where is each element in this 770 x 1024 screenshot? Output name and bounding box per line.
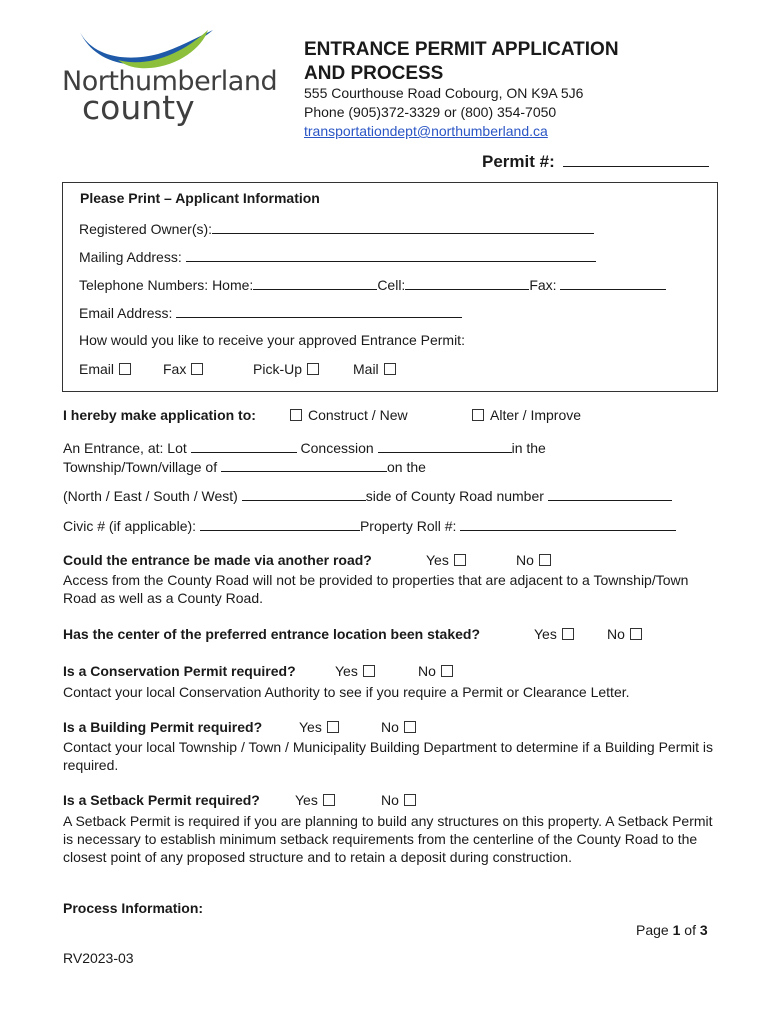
- email-line[interactable]: [176, 303, 462, 318]
- tel-home-line[interactable]: [253, 275, 377, 290]
- checkbox[interactable]: [454, 554, 466, 566]
- q3-yes[interactable]: Yes: [335, 663, 375, 679]
- on-the-label: on the: [386, 459, 426, 475]
- permit-number-field[interactable]: [482, 152, 709, 172]
- q2-yes[interactable]: Yes: [534, 626, 574, 642]
- checkbox[interactable]: [404, 794, 416, 806]
- applicant-heading: Please Print – Applicant Information: [80, 190, 320, 206]
- township-label: Township/Town/village of: [63, 459, 218, 475]
- q5-note: A Setback Permit is required if you are planning to build any structures on this property. A Setback Permit is necessary to establish minimum setback requirements from the centerline of the County Road to the closest point of any proposed structure and to retain a deposit during construction.: [63, 813, 713, 865]
- q4-yes[interactable]: Yes: [299, 719, 339, 735]
- page-indicator: Page 1 of 3: [636, 922, 708, 938]
- civic-label: Civic # (if applicable):: [63, 518, 197, 534]
- q4-text: Is a Building Permit required?: [63, 719, 263, 735]
- q5-no[interactable]: No: [381, 792, 416, 808]
- q4-note: Contact your local Township / Town / Municipality Building Department to determine if a Building Permit is required.: [63, 739, 714, 773]
- fax-line[interactable]: [560, 275, 666, 290]
- process-heading: Process Information:: [63, 900, 204, 916]
- concession-label: Concession: [300, 440, 374, 456]
- email-field[interactable]: [79, 303, 462, 321]
- telephone-row: [79, 275, 666, 293]
- phone: Phone (905)372-3329 or (800) 354-7050: [304, 104, 557, 120]
- construct-option[interactable]: Construct / New: [290, 407, 408, 423]
- checkbox[interactable]: [472, 409, 484, 421]
- checkbox[interactable]: [323, 794, 335, 806]
- checkbox[interactable]: [191, 363, 203, 375]
- entrance-lot-row: [63, 438, 546, 456]
- owner-field[interactable]: [79, 219, 594, 237]
- logo-swoosh-icon: [78, 24, 218, 70]
- tel-cell-label: Cell:: [377, 277, 406, 293]
- owner-label: Registered Owner(s):: [79, 221, 213, 237]
- direction-label: (North / East / South / West): [63, 488, 238, 504]
- checkbox[interactable]: [404, 721, 416, 733]
- mailing-label: Mailing Address:: [79, 249, 182, 265]
- direction-row: [63, 486, 672, 504]
- roll-line[interactable]: [460, 516, 676, 531]
- checkbox[interactable]: [327, 721, 339, 733]
- roll-label: Property Roll #:: [359, 518, 457, 534]
- email-link[interactable]: transportationdept@northumberland.ca: [304, 123, 548, 139]
- civic-line[interactable]: [200, 516, 360, 531]
- in-the-label: in the: [511, 440, 546, 456]
- checkbox[interactable]: [630, 628, 642, 640]
- q3-no[interactable]: No: [418, 663, 453, 679]
- q2-no[interactable]: No: [607, 626, 642, 642]
- q1-no[interactable]: No: [516, 552, 551, 568]
- receive-option-fax[interactable]: Fax: [163, 361, 203, 377]
- revision-code: RV2023-03: [63, 950, 134, 966]
- email-label: Email Address:: [79, 305, 173, 321]
- q1-yes[interactable]: Yes: [426, 552, 466, 568]
- q5-text: Is a Setback Permit required?: [63, 792, 260, 808]
- q1-note: Access from the County Road will not be provided to properties that are adjacent to a Township/Town Road as well as a County Road.: [63, 572, 689, 606]
- owner-line[interactable]: [212, 219, 594, 234]
- tel-home-label: Telephone Numbers: Home:: [79, 277, 254, 293]
- checkbox[interactable]: [363, 665, 375, 677]
- receive-question: How would you like to receive your approved Entrance Permit:: [79, 332, 465, 348]
- township-row: [63, 457, 426, 475]
- permit-number-line[interactable]: [563, 152, 709, 167]
- side-of-label: side of County Road number: [365, 488, 544, 504]
- civic-row: [63, 516, 676, 534]
- alter-option[interactable]: Alter / Improve: [472, 407, 581, 423]
- address: 555 Courthouse Road Cobourg, ON K9A 5J6: [304, 85, 584, 101]
- title-line2: AND PROCESS: [304, 63, 444, 84]
- lot-label: An Entrance, at: Lot: [63, 440, 187, 456]
- q1-text: Could the entrance be made via another road?: [63, 552, 372, 568]
- checkbox[interactable]: [384, 363, 396, 375]
- receive-option-email[interactable]: Email: [79, 361, 131, 377]
- q3-note: Contact your local Conservation Authority to see if you require a Permit or Clearance Letter.: [63, 684, 630, 700]
- concession-line[interactable]: [378, 438, 512, 453]
- mailing-field[interactable]: [79, 247, 596, 265]
- q4-no[interactable]: No: [381, 719, 416, 735]
- tel-cell-line[interactable]: [405, 275, 529, 290]
- receive-option-mail[interactable]: Mail: [353, 361, 396, 377]
- permit-label: Permit #:: [482, 152, 555, 171]
- checkbox[interactable]: [539, 554, 551, 566]
- township-line[interactable]: [221, 457, 387, 472]
- q5-yes[interactable]: Yes: [295, 792, 335, 808]
- checkbox[interactable]: [441, 665, 453, 677]
- checkbox[interactable]: [307, 363, 319, 375]
- application-label: I hereby make application to:: [63, 407, 256, 423]
- direction-line[interactable]: [242, 486, 366, 501]
- checkbox[interactable]: [562, 628, 574, 640]
- logo-line1: Northumberland: [62, 66, 278, 97]
- lot-line[interactable]: [191, 438, 297, 453]
- checkbox[interactable]: [290, 409, 302, 421]
- q2-text: Has the center of the preferred entrance location been staked?: [63, 626, 481, 642]
- logo-line2: county: [82, 88, 195, 127]
- receive-option-pickup[interactable]: Pick-Up: [253, 361, 319, 377]
- title-line1: ENTRANCE PERMIT APPLICATION: [304, 39, 619, 60]
- fax-label: Fax:: [529, 277, 557, 293]
- checkbox[interactable]: [119, 363, 131, 375]
- county-road-line[interactable]: [548, 486, 672, 501]
- q3-text: Is a Conservation Permit required?: [63, 663, 296, 679]
- mailing-line[interactable]: [186, 247, 596, 262]
